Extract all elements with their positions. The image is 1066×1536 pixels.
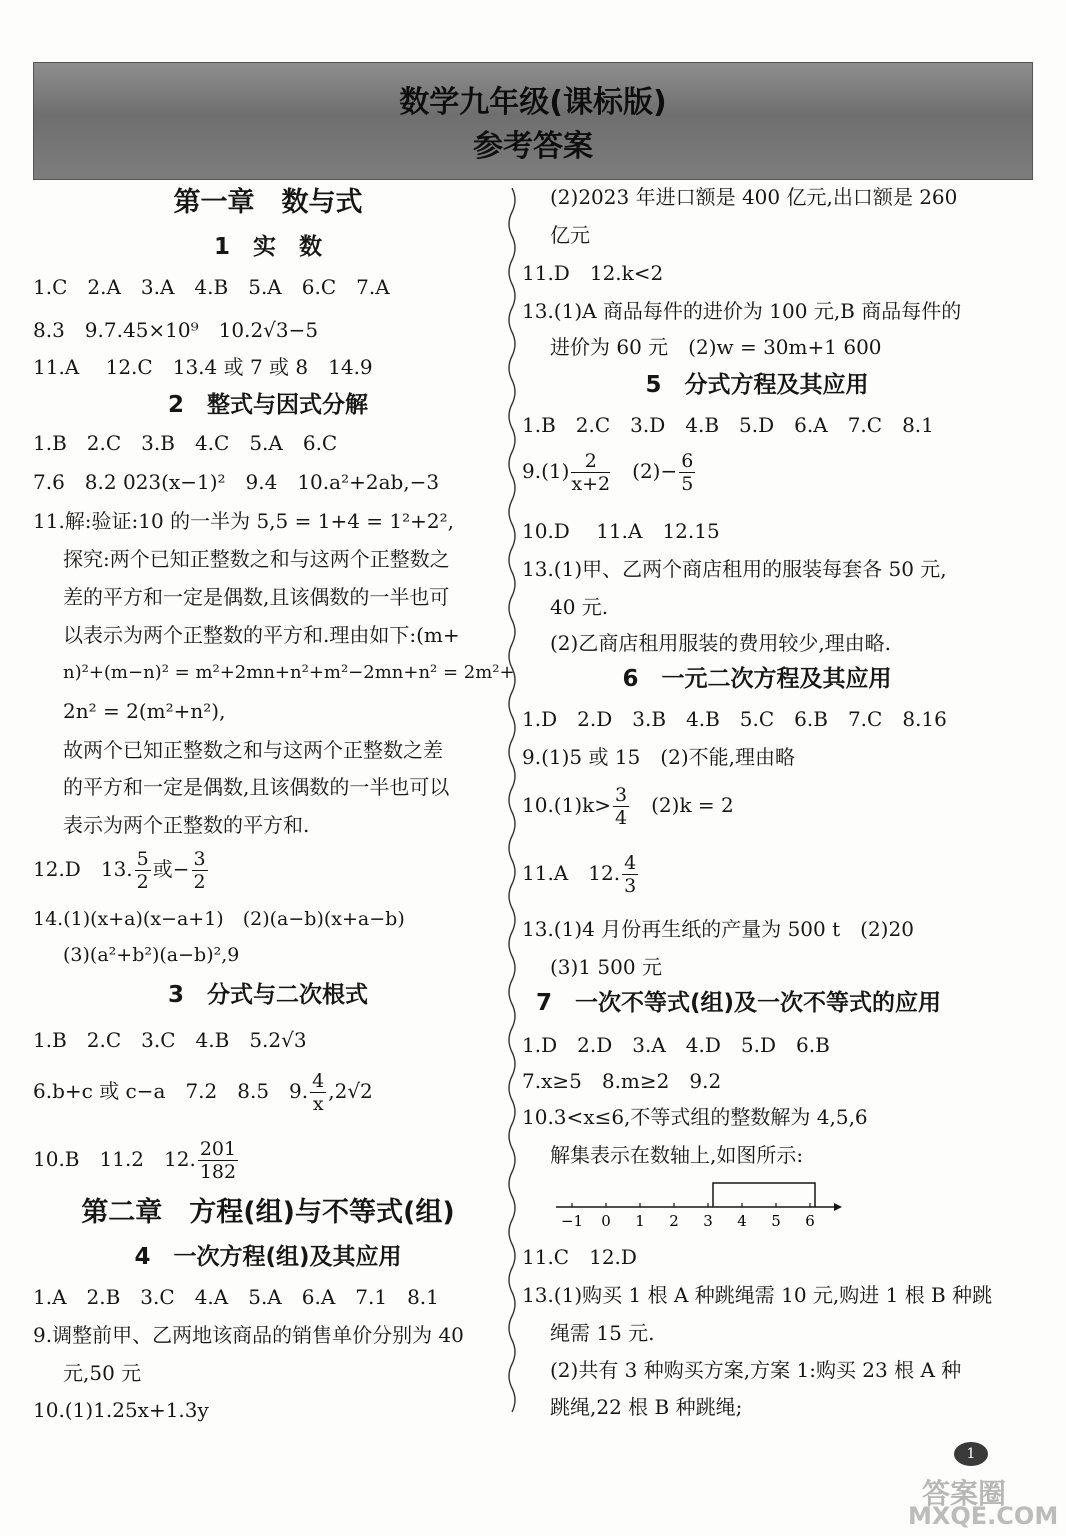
fraction	[192, 848, 208, 893]
section-heading: 3 分式与二次根式	[167, 982, 368, 1008]
answer-line: 解集表示在数轴上,如图所示:	[550, 1143, 804, 1167]
answer-text: 11.A 12.	[522, 861, 621, 885]
fraction-denominator: 2	[136, 871, 149, 893]
answer-line: 9.(1)5 或 15 (2)不能,理由略	[522, 745, 795, 769]
fraction	[613, 784, 629, 829]
answer-line: 的平方和一定是偶数,且该偶数的一半也可以	[63, 775, 450, 799]
answer-line: 11.A 12.C 13.4 或 7 或 8 14.9	[33, 355, 373, 379]
answer-line: 13.(1)甲、乙两个商店租用的服装每套各 50 元,	[522, 557, 947, 581]
fraction-denominator: 5	[681, 473, 694, 495]
answer-text: ,2√2	[328, 1079, 373, 1103]
answer-line: 故两个已知正整数之和与这两个正整数之差	[63, 738, 443, 762]
section-heading: 6 一元二次方程及其应用	[622, 666, 892, 692]
answer-line: 绳需 15 元.	[550, 1321, 655, 1345]
answer-line: 13.(1)A 商品每件的进价为 100 元,B 商品每件的	[522, 299, 962, 323]
answer-line: 1.B 2.C 3.C 4.B 5.2√3	[33, 1028, 307, 1052]
answer-line: (3)(a²+b²)(a−b)²,9	[63, 944, 240, 966]
fraction-numerator: 3	[615, 784, 628, 806]
number-line-tick-label: −1	[560, 1212, 584, 1230]
answer-line: 9.调整前甲、乙两地该商品的销售单价分别为 40	[33, 1323, 464, 1347]
answer-line: 1.C 2.A 3.A 4.B 5.A 6.C 7.A	[33, 275, 390, 299]
fraction-numerator: 4	[624, 852, 637, 874]
answer-text: 9.(1)	[522, 459, 570, 483]
answer-line: 1.D 2.D 3.A 4.D 5.D 6.B	[522, 1033, 830, 1057]
answer-line: 40 元.	[550, 595, 609, 619]
answer-line	[33, 1135, 240, 1183]
fraction	[198, 1138, 238, 1183]
answer-line: 7.6 8.2 023(x−1)² 9.4 10.a²+2ab,−3	[33, 470, 440, 494]
fraction-numerator: 2	[571, 450, 610, 473]
number-line-tick-label: 1	[635, 1212, 645, 1230]
chapter-heading: 第二章 方程(组)与不等式(组)	[81, 1197, 455, 1228]
answer-text: 10.B 11.2 12.	[33, 1147, 196, 1171]
answer-text: 6.b+c 或 c−a 7.2 8.5 9.	[33, 1079, 309, 1103]
number-line-diagram	[552, 1179, 842, 1231]
answer-line	[522, 781, 734, 829]
section-heading: 5 分式方程及其应用	[645, 372, 869, 398]
answer-text: 10.(1)k>	[522, 793, 612, 817]
page-subtitle: 参考答案	[473, 129, 593, 164]
solution-range-bracket	[713, 1183, 815, 1207]
answer-line: 2n² = 2(m²+n²),	[63, 699, 226, 723]
page-title: 数学九年级(课标版)	[399, 85, 667, 120]
section-heading: 4 一次方程(组)及其应用	[134, 1244, 402, 1270]
chapter-heading: 第一章 数与式	[173, 187, 363, 218]
answer-line	[33, 1067, 373, 1115]
answer-line: 亿元	[550, 223, 590, 247]
answer-line: 13.(1)4 月份再生纸的产量为 500 t (2)20	[522, 917, 914, 941]
title-banner	[33, 62, 1033, 180]
fraction	[135, 848, 151, 893]
answer-line: 14.(1)(x+a)(x−a+1) (2)(a−b)(x+a−b)	[33, 908, 405, 930]
fraction	[622, 852, 638, 897]
answer-line	[522, 849, 640, 897]
answer-line: (2)共有 3 种购买方案,方案 1:购买 23 根 A 种	[550, 1358, 962, 1382]
answer-line: 跳绳,22 根 B 种跳绳;	[550, 1395, 743, 1419]
answer-line: 8.3 9.7.45×10⁹ 10.2√3−5	[33, 318, 319, 342]
answer-line: 11.C 12.D	[522, 1245, 637, 1269]
answer-line: n)²+(m−n)² = m²+2mn+n²+m²−2mn+n² = 2m²+	[63, 662, 515, 683]
page-number: 1	[954, 1442, 988, 1466]
answer-text: 或−	[152, 857, 190, 881]
fraction-numerator: 6	[681, 450, 694, 472]
fraction-denominator: x+2	[571, 473, 611, 495]
fraction-denominator: 4	[615, 807, 628, 829]
fraction-numerator: 3	[193, 848, 206, 870]
fraction-numerator: 4	[312, 1070, 325, 1092]
answer-line: 13.(1)购买 1 根 A 种跳绳需 10 元,购进 1 根 B 种跳	[522, 1283, 993, 1307]
section-heading: 1 实 数	[213, 234, 322, 260]
answer-line: 10.D 11.A 12.15	[522, 519, 720, 543]
fraction-numerator: 5	[136, 848, 149, 870]
fraction-numerator: 201	[199, 1138, 237, 1160]
answer-line: 10.(1)1.25x+1.3y	[33, 1398, 209, 1422]
answer-line: (2)乙商店租用服装的费用较少,理由略.	[550, 631, 892, 655]
answer-line: 进价为 60 元 (2)w = 30m+1 600	[550, 335, 882, 359]
answer-text: 12.D 13.	[33, 857, 133, 881]
number-line-arrow	[834, 1203, 842, 1211]
watermark-brand: 答案圈	[922, 1477, 1007, 1510]
number-line-tick-label: 3	[703, 1212, 713, 1230]
answer-text: (2)−	[612, 459, 678, 483]
answer-line	[33, 845, 210, 893]
fraction-denominator: 3	[624, 875, 637, 897]
fraction-denominator: 2	[193, 871, 206, 893]
answer-line: (2)2023 年进口额是 400 亿元,出口额是 260	[550, 185, 958, 209]
fraction	[679, 450, 695, 495]
number-line-tick-label: 0	[601, 1212, 611, 1230]
answer-line: (3)1 500 元	[550, 955, 662, 979]
answer-line: 表示为两个正整数的平方和.	[63, 813, 310, 837]
answer-line: 1.D 2.D 3.B 4.B 5.C 6.B 7.C 8.16	[522, 707, 947, 731]
answer-line: 探究:两个已知正整数之和与这两个正整数之	[63, 547, 450, 571]
fraction	[571, 450, 610, 495]
fraction-denominator: x	[312, 1093, 324, 1115]
number-line-tick-label: 6	[805, 1212, 815, 1230]
number-line-tick-label: 2	[669, 1212, 679, 1230]
answer-line: 1.A 2.B 3.C 4.A 5.A 6.A 7.1 8.1	[33, 1285, 439, 1309]
number-line-tick-label: 5	[771, 1212, 781, 1230]
answer-line: 元,50 元	[63, 1361, 142, 1385]
answer-line: 7.x≥5 8.m≥2 9.2	[522, 1069, 722, 1093]
fraction	[310, 1070, 326, 1115]
answer-line: 10.3<x≤6,不等式组的整数解为 4,5,6	[522, 1105, 868, 1129]
answer-line: 1.B 2.C 3.D 4.B 5.D 6.A 7.C 8.1	[522, 413, 934, 437]
section-heading: 2 整式与因式分解	[167, 392, 368, 418]
answer-line	[522, 447, 697, 495]
answer-line: 11.D 12.k<2	[522, 261, 664, 285]
answer-line: 11.解:验证:10 的一半为 5,5 = 1+4 = 1²+2²,	[33, 509, 455, 533]
answer-line: 差的平方和一定是偶数,且该偶数的一半也可	[63, 585, 450, 609]
answer-line: 以表示为两个正整数的平方和.理由如下:(m+	[63, 623, 460, 647]
fraction-denominator: 182	[199, 1161, 237, 1183]
answer-text: (2)k = 2	[631, 793, 734, 817]
section-heading: 7 一次不等式(组)及一次不等式的应用	[536, 990, 942, 1016]
answer-line: 1.B 2.C 3.B 4.C 5.A 6.C	[33, 431, 338, 455]
column-divider-wavy	[504, 188, 520, 1418]
watermark-domain: MXQE.COM	[908, 1502, 1059, 1530]
number-line-tick-label: 4	[737, 1212, 747, 1230]
watermark-logo	[904, 1442, 1059, 1530]
